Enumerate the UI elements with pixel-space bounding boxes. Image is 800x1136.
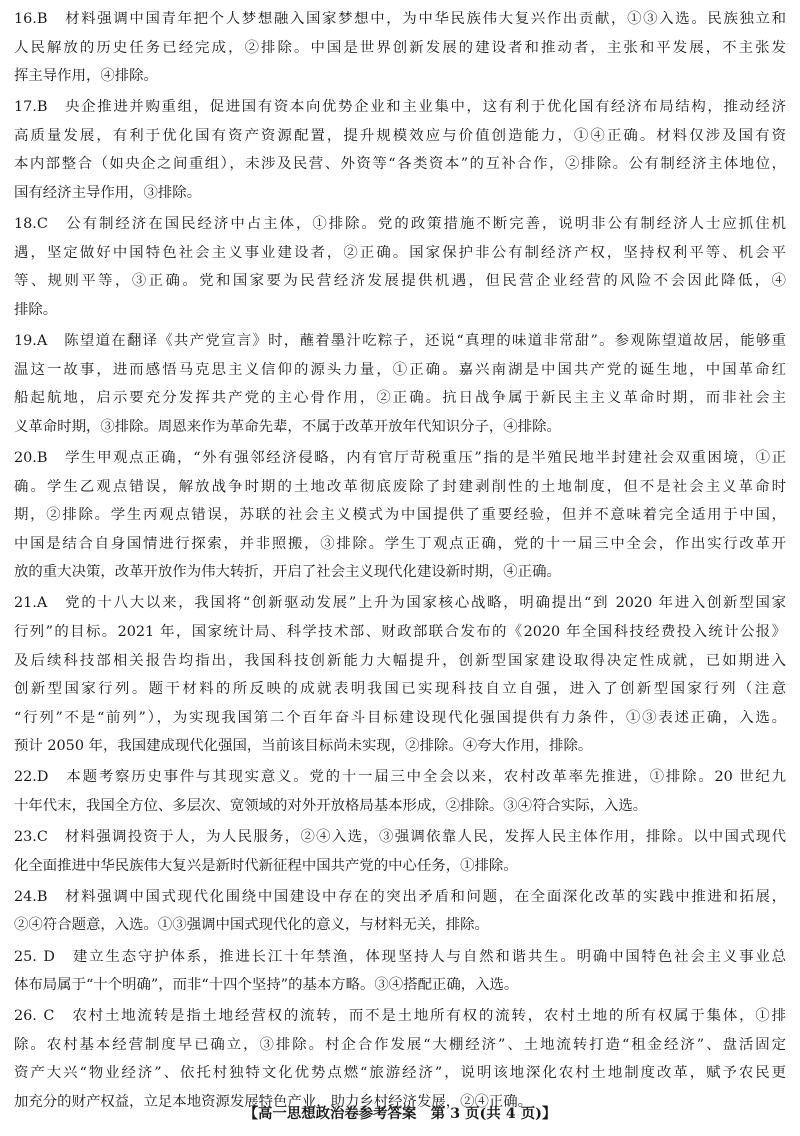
answer-line: 人民解放的历史任务已经完成，②排除。中国是世界创新发展的建设者和推动者，主张和平发展，不主张发 <box>14 39 786 56</box>
answer-line: 16.B 材料强调中国青年把个人梦想融入国家梦想中，为中华民族伟大复兴作出贡献，①③入选。民族独立和 <box>14 11 786 27</box>
answer-line: 义革命时期，③排除。周恩来作为革命先辈，不属于改革开放年代知识分子，④排除。 <box>14 418 561 435</box>
answer-item-19 <box>14 327 786 441</box>
page-footer: 【高一思想政治卷参考答案 第 3 页(共 4 页)】 <box>243 1105 557 1122</box>
answer-line: 21.A 党的十八大以来，我国将“创新驱动发展”上升为国家核心战略，明确提出“到 2020 年进入创新型国家 <box>14 595 786 612</box>
answer-line: 20.B 学生甲观点正确，“外有强邻经济侵略，内有官厅苛税重压”指的是半殖民地半封建社会双重困境，①正 <box>14 449 786 466</box>
answer-line: 25. D 建立生态守护体系，推进长江十年禁渔，体现坚持人与自然和谐共生。明确中国特色社会主义事业总 <box>14 948 786 965</box>
answer-line: 中国是结合自身国情进行探索，并非照搬，③排除。学生丁观点正确，党的十一届三中全会，作出实行改革开 <box>14 535 786 552</box>
answer-line: 19.A 陈望道在翻译《共产党宣言》时，蘸着墨汁吃粽子，还说“真理的味道非常甜”。参观陈望道故居，能够重 <box>14 333 786 350</box>
answer-line: 排除。 <box>14 301 58 318</box>
answer-item-22 <box>14 763 786 820</box>
answer-line: 22.D 本题考察历史事件与其现实意义。党的十一届三中全会以来，农村改革率先推进，①排除。20 世纪九 <box>14 769 786 786</box>
answer-line: 加充分的财产权益，立足本地资源发展特色产业，助力乡村经济发展，②④正确。 <box>14 1093 533 1110</box>
answer-item-24 <box>14 883 786 940</box>
answer-line: 期，②排除。学生丙观点错误，苏联的社会主义模式为中国提供了重要经验，但并不意味着完全适用于中国， <box>14 507 786 524</box>
answer-line: 国有经济主导作用，③排除。 <box>14 185 202 202</box>
answer-key-page <box>14 5 786 1131</box>
answer-line: 等、规则平等，③正确。党和国家要为民营经济发展提供机遇，但民营企业经营的风险不会因此降低，④ <box>14 273 786 290</box>
answer-item-18 <box>14 210 786 324</box>
answer-item-26 <box>14 1002 786 1116</box>
answer-line: 体布局属于“十个明确”，而非“十四个坚持”的基本方略。③④搭配正确，入选。 <box>14 977 519 994</box>
answer-line: 23.C 材料强调投资于人，为人民服务，②④入选，③强调依靠人民，发挥人民主体作用，排除。以中国式现代 <box>14 829 786 846</box>
answer-line: 资产大兴“物业经济”、依托村独特文化优势点燃“旅游经济”，说明该地深化农村土地制度改革，赋予农民更 <box>14 1065 786 1082</box>
answer-line: 除。农村基本经营制度早已确立，③排除。村企合作发展“大棚经济”、土地流转打造“租金经济”、盘活固定 <box>14 1036 786 1053</box>
answer-line: 放的重大决策，改革开放作为伟大转折，开启了社会主义现代化建设新时期，④正确。 <box>14 564 561 581</box>
answer-line: 预计 2050 年，我国建成现代化强国，当前该目标尚未实现，②排除。④夸大作用，排除。 <box>14 738 593 755</box>
answer-line: 挥主导作用，④排除。 <box>14 68 158 85</box>
answer-item-23 <box>14 823 786 880</box>
answer-line: ②④符合题意，入选。①③强调中国式现代化的意义，与材料无关，排除。 <box>14 917 489 934</box>
answer-line: 行列”的目标。2021 年，国家统计局、科学技术部、财政部联合发布的《2020 年全国科技经费投入统计公报》 <box>14 623 786 640</box>
answer-line: 化全面推进中华民族伟大复兴是新时代新征程中国共产党的中心任务，①排除。 <box>14 857 518 874</box>
answer-line: 遇，坚定做好中国特色社会主义事业建设者，②正确。国家保护非公有制经济产权，坚持权利平等、机会平 <box>14 244 786 261</box>
answer-item-25 <box>14 943 786 1000</box>
answer-line: 创新型国家行列。题干材料的所反映的成就表明我国已实现科技自立自强，进入了创新型国家行列（注意 <box>14 681 786 698</box>
answer-line: 17.B 央企推进并购重组，促进国有资本向优势企业和主业集中，这有利于优化国有经济布局结构，推动经济 <box>14 99 786 116</box>
answer-item-20 <box>14 444 786 587</box>
answer-list <box>14 5 786 1117</box>
answer-line: 高质量发展，有利于优化国有资产资源配置，提升规模效应与价值创造能力，①④正确。材料仅涉及国有资 <box>14 127 786 144</box>
answer-line: 确。学生乙观点错误，解放战争时期的土地改革彻底废除了封建剥削性的土地制度，但不是社会主义革命时 <box>14 478 786 495</box>
answer-line: 船起航地，启示要充分发挥共产党的主心骨作用，②正确。抗日战争属于新民主主义革命时期，而非社会主 <box>14 390 786 407</box>
answer-line: 及后续科技部相关报告均指出，我国科技创新能力大幅提升，创新型国家建设取得决定性成就，已如期进入 <box>14 652 786 669</box>
answer-item-21 <box>14 589 786 761</box>
answer-line: 18.C 公有制经济在国民经济中占主体，①排除。党的政策措施不断完善，说明非公有制经济人士应抓住机 <box>14 216 786 233</box>
answer-line: “行列”不是“前列”），为实现我国第二个百年奋斗目标建设现代化强国提供有力条件，①③表述正确，入选。 <box>14 709 786 726</box>
answer-line: 十年代末，我国全方位、多层次、宽领域的对外开放格局基本形成，②排除。③④符合实际，入选。 <box>14 798 648 815</box>
answer-item-16 <box>14 5 786 91</box>
answer-item-17 <box>14 93 786 207</box>
answer-line: 温这一故事，进而感悟马克思主义信仰的源头力量，①正确。嘉兴南湖是中国共产党的诞生地，中国革命红 <box>14 361 786 378</box>
answer-line: 24.B 材料强调中国式现代化围绕中国建设中存在的突出矛盾和问题，在全面深化改革的实践中推进和拓展， <box>14 888 786 905</box>
answer-line: 26. C 农村土地流转是指土地经营权的流转，而不是土地所有权的流转，农村土地的所有权属于集体，①排 <box>14 1008 786 1025</box>
answer-line: 本内部整合（如央企之间重组），未涉及民营、外资等“各类资本”的互补合作，②排除。公有制经济主体地位， <box>14 156 786 173</box>
